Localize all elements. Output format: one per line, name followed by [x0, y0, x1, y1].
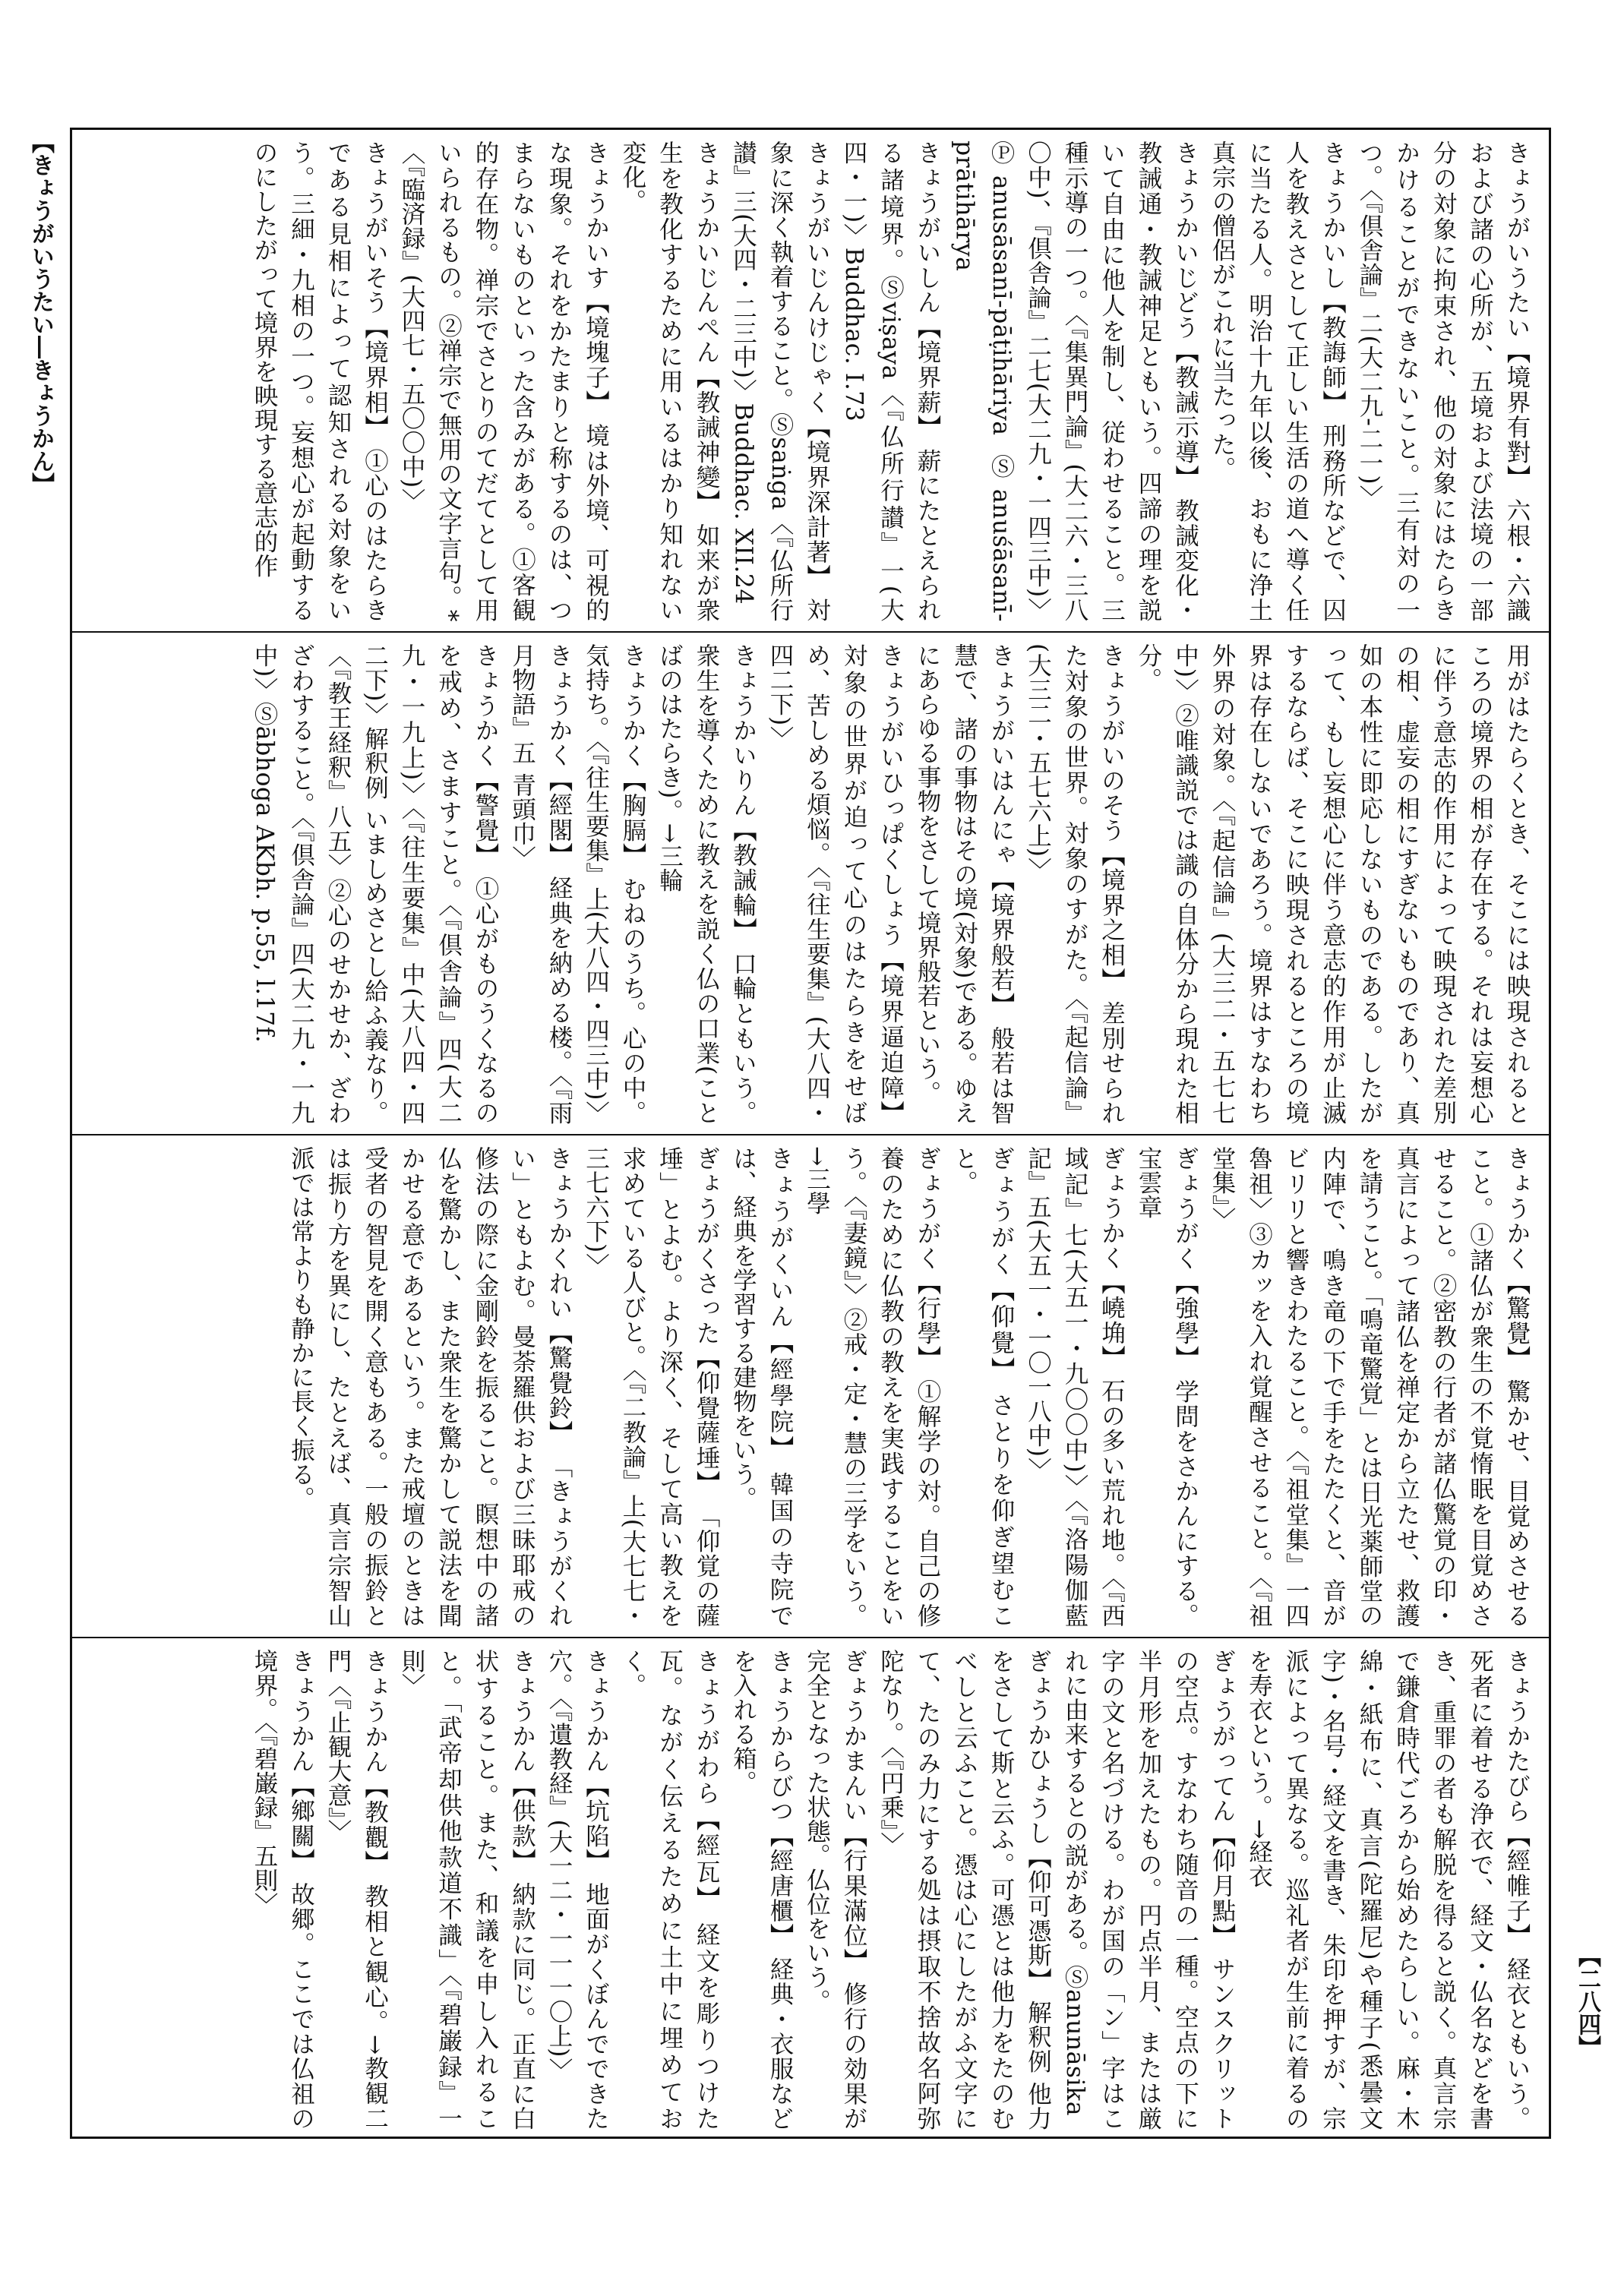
page-number: 【二八四】	[1574, 1944, 1600, 2058]
entry: きょうがいひっぱくしょう【境界逼迫障】 対象の世界が迫って心のはたらきをせばめ、苦しめる煩悩。〈『往生要集』(大八四・四二下)〉	[766, 643, 905, 1125]
entry: きょうかいし【教誨師】 刑務所などで、囚人を教えさとして正しい生活の道へ導く任に当たる人。明治十九年以後、おもに浄土真宗の僧侶がこれに当たった。	[1209, 141, 1347, 622]
entry: ぎょうかく【嶢埆】 石の多い荒れ地。〈『西域記』七(大五一・九〇〇中)〉〈『洛陽伽藍記』五(大五一・一〇一八中)〉	[1024, 1146, 1126, 1628]
entry: きょうかく【警覺】 ①心がものうくなるのを戒め、さますこと。〈『倶舎論』四(大二九・一九上)〉〈『往生要集』中(大八四・四二下)〉解釈例 いましめさとし給ふ義なり。〈『教王経釈』八五〉②心のせかせか、ざわざわすること。〈『倶舎論』四(大二九・一九中)〉Ⓢābhoga AKbh. p.55, l.17f.	[251, 643, 499, 1125]
entry: きょうかん【坑陷】 地面がくぼんでできた穴。〈『遺教経』(大一二・一一一〇上)〉	[545, 1649, 610, 2130]
text-band-4	[72, 1638, 1549, 2141]
entry: きょうかいじどう【教誡示導】 教誡変化・教誡通・教誡神足ともいう。四諦の理を説いて自由に他人を制し、従わせること。三種示導の一つ。〈『集異門論』(大二六・三八〇中)、『倶舎論』二七(大二九・一四三中)〉Ⓟanusāsanī-pāṭihāriya Ⓢanuśāsanī-prātihārya	[950, 141, 1199, 622]
entry: きょうがいしん【境界薪】 薪にたとえられる諸境界。Ⓢviṣaya〈『仏所行讃』一(大四・一)〉Buddhac. I.73	[840, 141, 941, 622]
entry: ぎょうかひょうし【仰可憑斯】 解釈例 他力をさして斯と云ふ。可憑とは他力をたのむべしと云ふこと。憑は心にしたがふ文字にて、たのみ力にする処は摂取不捨故名阿弥陀なり。〈『円乗』〉	[877, 1649, 1052, 2130]
band-3-column	[86, 1146, 1535, 1628]
running-head: 【きょうがいうたい―きょうかん】	[27, 131, 54, 495]
entry: きょうかく【經閣】 経典を納める楼。〈『雨月物語』五 青頭巾〉	[508, 643, 573, 1125]
dictionary-page	[70, 128, 1551, 2139]
entry: きょうがいじんけじゃく【境界深計著】 対象に深く執着すること。Ⓢsaṅga〈『仏所行讃』三(大四・二三中)〉Buddhac. XII.24	[729, 141, 831, 622]
text-band-2	[72, 633, 1549, 1135]
entry: きょうがわら【經瓦】 経文を彫りつけた瓦。ながく伝えるために土中に埋めておく。	[619, 1649, 720, 2130]
entry: ぎょうがく【行學】 ①解学の対。自己の修養のために仏教の教えを実践することをいう。〈『妻鏡』〉②戒・定・慧の三学をいう。→三學	[803, 1146, 941, 1628]
entry: きょうかくれい【驚覺鈴】 「きょうがくれい」ともよむ。曼荼羅供および三昧耶戒の修法の際に金剛鈴を振ること。瞑想中の諸仏を驚かし、また衆生を驚かして説法を聞かせる意であるという。また戒壇のときは受者の智見を開く意もある。一般の振鈴とは振り方を異にし、たとえば、真言宗智山派では常よりも静かに長く振る。	[287, 1146, 573, 1628]
entry: きょうかたびら【經帷子】 経衣ともいう。死者に着せる浄衣で、経文・仏名などを書き、重罪の者も解脱を得ると説く。真言宗で鎌倉時代ごろから始めたらしい。麻・木綿・紙布に、真言(陀羅尼)や種子(悉曇文字)・名号・経文を書き、朱印を押すが、宗派によって異なる。巡礼者が生前に着るのを寿衣という。→経衣	[1245, 1649, 1531, 2130]
entry: きょうかく【胸膈】 むねのうち。心の中。気持ち。〈『往生要集』上(大八四・四三中)〉	[582, 643, 646, 1125]
entry: ぎょうがく【仰覺】 さとりを仰ぎ望むこと。	[950, 1146, 1015, 1628]
entry: きょうかいじんぺん【教誡神變】 如来が衆生を教化するために用いるはかり知れない変化。	[619, 141, 720, 622]
entry: きょうかいりん【教誡輪】 口輪ともいう。衆生を導くために教えを説く仏の口業(ことばのはたらき)。→三輪	[656, 643, 757, 1125]
entry: きょうからびつ【經唐櫃】 経典・衣服などを入れる箱。	[729, 1649, 794, 2130]
entry: きょうかん【教觀】 教相と観心。→教観二門〈『止観大意』〉	[324, 1649, 389, 2130]
entry: ぎょうがってん【仰月點】 サンスクリットの空点。すなわち随音の一種。空点の下に半月形を加えたもの。円点半月、または厳字の文と名づける。わが国の「ン」字はこれに由来するとの説がある。Ⓢanunāsika	[1061, 1649, 1236, 2130]
entry: きょうがいそう【境界相】 ①心のはたらきである見相によって認知される対象をいう。三細・九相の一つ。妄想心が起動するのにしたがって境界を映現する意志的作	[251, 141, 389, 622]
band-1-column	[86, 141, 1535, 622]
entry: ぎょうがく【強學】 学問をさかんにする。宝雲章	[1135, 1146, 1199, 1628]
entry: きょうがいうたい【境界有對】 六根・六識および諸の心所が、五境および法境の一部分の対象に拘束され、他の対象にはたらきかけることができないこと。三有対の一つ。〈『倶舎論』二(大二九-二一)〉	[1356, 141, 1531, 622]
text-band-3	[72, 1135, 1549, 1638]
entry: きょうかく【驚覺】 驚かせ、目覚めさせること。①諸仏が衆生の不覚惰眠を目覚めさせること。②密教の行者が諸仏驚覚の印・真言によって諸仏を禅定から立たせ、救護を請うこと。「鳴竜驚覚」とは日光薬師堂の内陣で、鳴き竜の下で手をたたくと、音がビリリと響きわたること。〈『祖堂集』一四 魯祖〉③カッを入れ覚醒させること。〈『祖堂集』〉	[1209, 1146, 1531, 1628]
entry: きょうがくいん【經學院】 韓国の寺院では、経典を学習する建物をいう。	[729, 1146, 794, 1628]
entry: きょうかん【鄉關】 故郷。ここでは仏祖の境界。〈『碧巌録』五則〉	[251, 1649, 315, 2130]
entry: ぎょうかまんい【行果滿位】 修行の効果が完全となった状態。仏位をいう。	[803, 1649, 867, 2130]
entry: ぎょうがくさった【仰覺薩埵】 「仰覚の薩埵」とよむ。より深く、そして高い教えを求めている人びと。〈『二教論』上(大七七・三七六下)〉	[582, 1146, 720, 1628]
entry: きょうかん【供款】 納款に同じ。正直に白状すること。また、和議を申し入れること。「武帝却供他款道不識」〈『碧巌録』一則〉	[398, 1649, 536, 2130]
band-4-column	[86, 1649, 1535, 2130]
text-band-1	[72, 130, 1549, 633]
entry: きょうかいす【境塊子】 境は外境、可視的な現象。それをかたまりと称するのは、つまらないものといった含みがある。①客観的存在物。禅宗でさとりのてだてとして用いられるもの。②禅宗で無用の文字言句。*〈『臨済録』(大四七・五〇〇中)〉	[398, 141, 610, 622]
entry: きょうがいのそう【境界之相】 差別せられた対象の世界。対象のすがた。〈『起信論』(大三二・五七六上)〉	[1024, 643, 1126, 1125]
entry: 用がはたらくとき、そこには映現されるところの境界の相が存在する。それは妄想心に伴う意志的作用によって映現された差別の相、虚妄の相にすぎないものであり、真如の本性に即応しないものである。したがって、もし妄想心に伴う意志的作用が止滅するならば、そこに映現されるところの境界は存在しないであろう。境界はすなわち外界の対象。〈『起信論』(大三二・五七七中)〉②唯識説では識の自体分から現れた相分。	[1135, 643, 1531, 1125]
entry: きょうがいはんにゃ【境界般若】 般若は智慧で、諸の事物はその境(対象)である。ゆえにあらゆる事物をさして境界般若という。	[914, 643, 1015, 1125]
band-2-column	[86, 643, 1535, 1125]
